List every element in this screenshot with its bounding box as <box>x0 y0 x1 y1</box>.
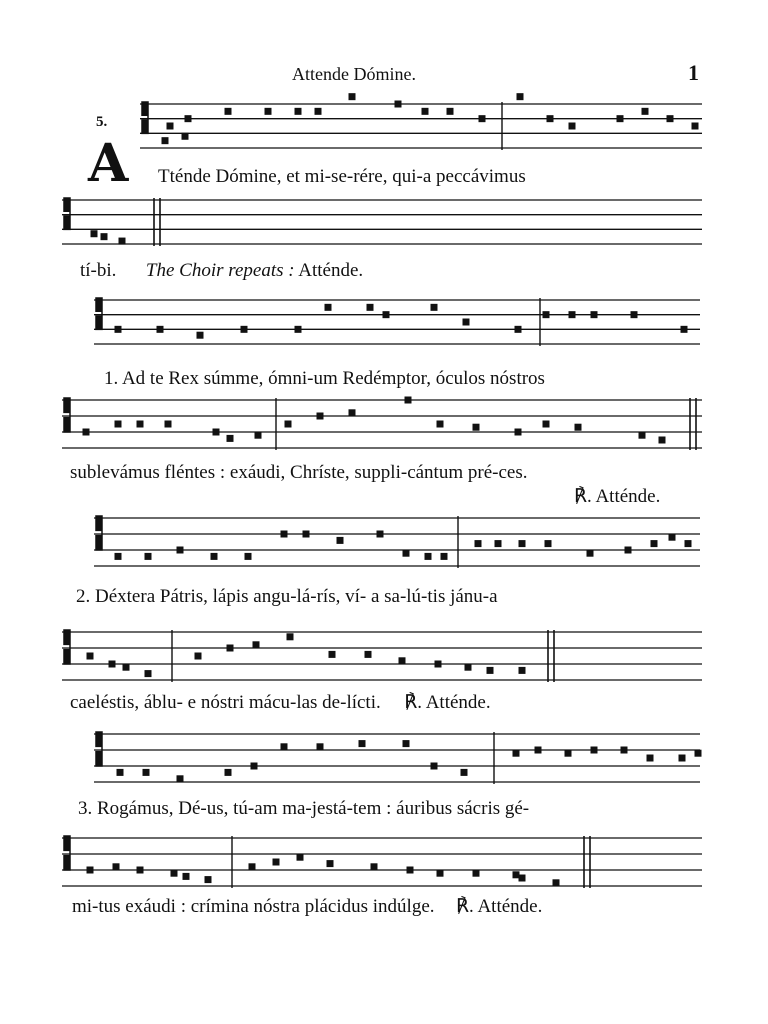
neume <box>145 553 152 560</box>
neume <box>213 429 220 436</box>
neume <box>327 860 334 867</box>
neume <box>543 421 550 428</box>
lyric-text: caeléstis, áblu- e nóstri mácu-las de-lícti. <box>70 692 381 713</box>
neume <box>437 870 444 877</box>
neume <box>535 747 542 754</box>
neume <box>113 863 120 870</box>
clef-icon <box>64 198 70 229</box>
neume <box>273 859 280 866</box>
neume <box>515 429 522 436</box>
lyric-text: mi-tus exáudi : crímina nóstra plácidus indúlge. <box>72 896 435 917</box>
neume <box>165 421 172 428</box>
neume <box>669 534 676 541</box>
neume <box>109 661 116 668</box>
neume <box>377 531 384 538</box>
neume <box>171 870 178 877</box>
neume <box>405 397 412 404</box>
neume <box>479 115 486 122</box>
neume <box>115 421 122 428</box>
neume <box>685 540 692 547</box>
neume <box>422 108 429 115</box>
neume <box>253 641 260 648</box>
neume <box>519 540 526 547</box>
neume <box>621 747 628 754</box>
neume <box>587 550 594 557</box>
neume <box>295 108 302 115</box>
neume <box>513 750 520 757</box>
neume <box>399 657 406 664</box>
neume <box>569 311 576 318</box>
lyric-line-2 <box>80 260 363 282</box>
neume <box>285 421 292 428</box>
lyric-text: tí-bi. <box>80 260 117 281</box>
neume <box>371 863 378 870</box>
clef-icon <box>64 398 70 432</box>
neume <box>441 553 448 560</box>
neume <box>255 432 262 439</box>
neume <box>349 409 356 416</box>
neume <box>639 432 646 439</box>
neume <box>245 553 252 560</box>
neume <box>205 876 212 883</box>
neume <box>515 326 522 333</box>
staff-6 <box>62 628 702 684</box>
neume <box>195 653 202 660</box>
clef-icon <box>96 732 102 766</box>
neume <box>495 540 502 547</box>
lyric-line-1: Tténde Dómine, et mi-se-rére, qui-a peccávimus <box>158 166 526 187</box>
lyric-line-4: sublevámus fléntes : exáudi, Chríste, suppli-cántum pré-ces. <box>70 462 528 483</box>
neume <box>461 769 468 776</box>
neume <box>265 108 272 115</box>
neume <box>115 553 122 560</box>
neume <box>681 326 688 333</box>
neume <box>435 661 442 668</box>
neume <box>211 553 218 560</box>
neume <box>407 867 414 874</box>
neume <box>359 740 366 747</box>
neume <box>167 123 174 130</box>
page-title: Attende Dómine. <box>292 64 416 84</box>
neume <box>115 326 122 333</box>
neume <box>317 413 324 420</box>
neume <box>437 421 444 428</box>
staff-1 <box>140 100 702 152</box>
neume <box>367 304 374 311</box>
neume <box>349 93 356 100</box>
neume <box>403 550 410 557</box>
staff-5 <box>94 514 700 570</box>
lyric-line-7: 3. Rogámus, Dé-us, tú-am ma-jestá-tem : áuribus sácris gé- <box>78 798 530 819</box>
neume <box>145 670 152 677</box>
lyric-line-3: 1. Ad te Rex súmme, ómni-um Redémptor, óculos nóstros <box>104 368 545 389</box>
neume <box>183 873 190 880</box>
neume <box>647 755 654 762</box>
neume <box>157 326 164 333</box>
neume <box>225 108 232 115</box>
response-text: Atténde. <box>298 260 364 281</box>
neume <box>617 115 624 122</box>
neume <box>545 540 552 547</box>
neume <box>249 863 256 870</box>
clef-icon <box>64 630 70 664</box>
neume <box>487 667 494 674</box>
rubric-text: The Choir repeats : <box>145 260 295 281</box>
lyric-line-8 <box>72 896 542 918</box>
page-number: 1 <box>688 60 699 85</box>
neume <box>569 123 576 130</box>
clef-icon <box>96 516 102 550</box>
neume <box>431 304 438 311</box>
neume <box>473 424 480 431</box>
neume <box>395 101 402 108</box>
neume <box>365 651 372 658</box>
neume <box>325 304 332 311</box>
response-line-4: ℟. Atténde. <box>574 486 661 507</box>
neume <box>137 421 144 428</box>
neume <box>513 871 520 878</box>
staff-3 <box>94 296 700 348</box>
neume <box>227 435 234 442</box>
neume <box>519 667 526 674</box>
neume <box>431 763 438 770</box>
neume <box>383 311 390 318</box>
neume <box>227 645 234 652</box>
neume <box>625 547 632 554</box>
staff-8 <box>62 834 702 890</box>
neume <box>137 867 144 874</box>
neume <box>591 747 598 754</box>
neume <box>425 553 432 560</box>
neume <box>197 332 204 339</box>
neume <box>575 424 582 431</box>
neume <box>547 115 554 122</box>
neume <box>565 750 572 757</box>
neume <box>182 133 189 140</box>
neume <box>475 540 482 547</box>
neume <box>91 230 98 237</box>
neume <box>241 326 248 333</box>
neume <box>87 867 94 874</box>
neume <box>642 108 649 115</box>
neume <box>631 311 638 318</box>
neume <box>225 769 232 776</box>
neume <box>403 740 410 747</box>
neume <box>297 854 304 861</box>
neume <box>447 108 454 115</box>
clef-icon <box>96 298 102 329</box>
clef-icon <box>142 102 148 133</box>
neume <box>185 115 192 122</box>
neume <box>119 238 126 245</box>
neume <box>679 755 686 762</box>
neume <box>162 137 169 144</box>
neume <box>281 531 288 538</box>
neume <box>329 651 336 658</box>
neume <box>295 326 302 333</box>
neume <box>83 429 90 436</box>
neume <box>251 763 258 770</box>
staff-2 <box>62 196 702 248</box>
lyric-line-6 <box>70 692 491 714</box>
neume <box>315 108 322 115</box>
neume <box>337 537 344 544</box>
neume <box>651 540 658 547</box>
neume <box>317 743 324 750</box>
neume <box>659 437 666 444</box>
neume <box>143 769 150 776</box>
neume <box>692 123 699 130</box>
neume <box>465 664 472 671</box>
lyric-line-5: 2. Déxtera Pátris, lápis angu-lá-rís, ví- a sa-lú-tis jánu-a <box>76 586 498 607</box>
neume <box>117 769 124 776</box>
response-text: ℟. Atténde. <box>456 896 543 917</box>
neume <box>287 633 294 640</box>
neume <box>517 93 524 100</box>
neume <box>463 319 470 326</box>
neume <box>87 653 94 660</box>
neume <box>543 311 550 318</box>
neume <box>303 531 310 538</box>
neume <box>177 775 184 782</box>
chant-number: 5. <box>96 114 108 130</box>
staff-4 <box>62 396 702 452</box>
neume <box>101 233 108 240</box>
neume <box>553 879 560 886</box>
neume <box>667 115 674 122</box>
neume <box>281 743 288 750</box>
neume <box>473 870 480 877</box>
neume <box>177 547 184 554</box>
neume <box>519 875 526 882</box>
initial-letter: A <box>88 133 129 194</box>
neume <box>591 311 598 318</box>
staff-7 <box>94 730 700 786</box>
neume <box>695 750 702 757</box>
clef-icon <box>64 836 70 870</box>
response-text: ℟. Atténde. <box>404 692 491 713</box>
neume <box>123 664 130 671</box>
